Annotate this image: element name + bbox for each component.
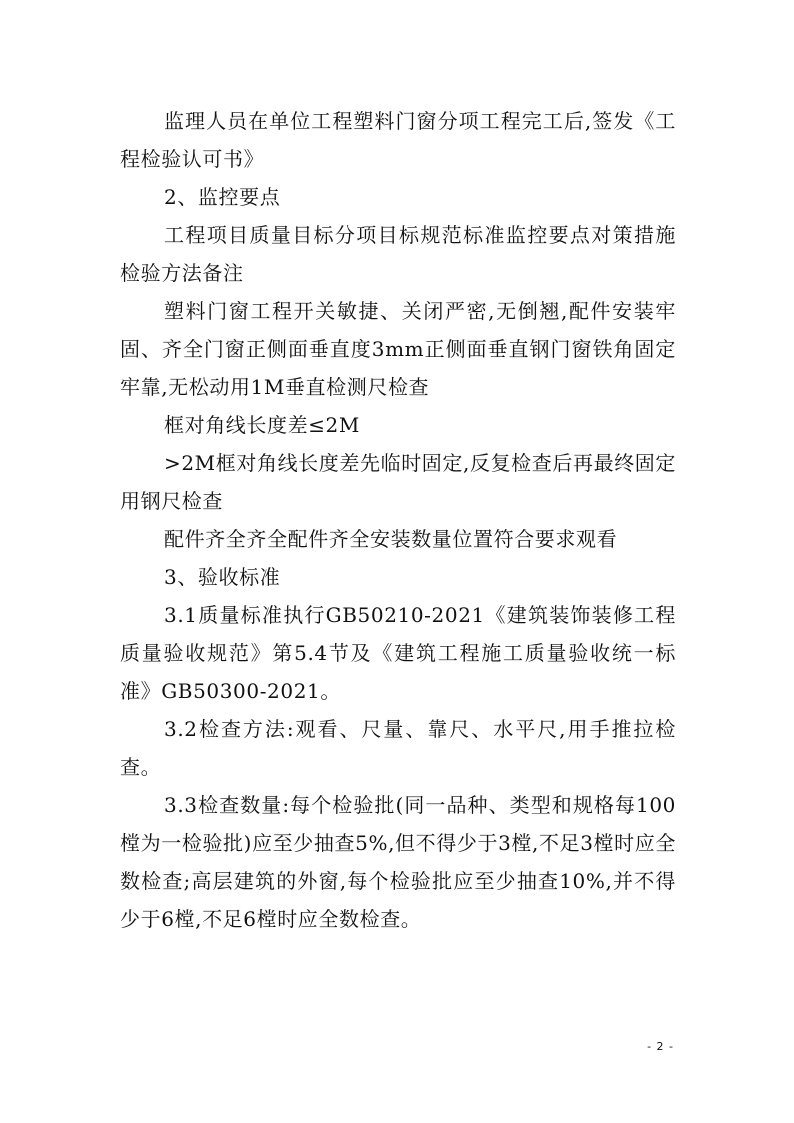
paragraph-inspection-quantity: 3.3检查数量:每个检验批(同一品种、类型和规格每100樘为一检验批)应至少抽查5%,但不得少于3樘,不足3樘时应全数检查;高层建筑的外窗,每个检验批应至少抽查10%,并不得少于6樘,不足6樘时应全数检查。: [120, 793, 676, 931]
document-body: [120, 102, 676, 938]
heading-monitoring-points: 2、监控要点: [164, 185, 281, 209]
page-number: - 2 -: [647, 1040, 674, 1053]
heading-acceptance-standard: 3、验收标准: [164, 565, 281, 589]
paragraph-plastic-window-requirements: 塑料门窗工程开关敏捷、关闭严密,无倒翘,配件安装牢固、齐全门窗正侧面垂直度3mm正侧面垂直钢门窗铁角固定牢靠,无松动用1M垂直检测尺检查: [120, 299, 676, 399]
paragraph-diagonal-difference-small: 框对角线长度差≤2M: [164, 413, 360, 437]
paragraph-monitoring-table-header: 工程项目质量目标分项目标规范标准监控要点对策措施检验方法备注: [120, 223, 676, 285]
paragraph-quality-standard: 3.1质量标准执行GB50210-2021《建筑装饰装修工程质量验收规范》第5.4节及《建筑工程施工质量验收统一标准》GB50300-2021。: [120, 603, 676, 703]
paragraph-issue-certificate: 监理人员在单位工程塑料门窗分项工程完工后,签发《工程检验认可书》: [120, 109, 676, 171]
paragraph-fittings-complete: 配件齐全齐全配件齐全安装数量位置符合要求观看: [164, 527, 618, 551]
paragraph-diagonal-difference-large: >2M框对角线长度差先临时固定,反复检查后再最终固定用钢尺检查: [120, 451, 676, 513]
paragraph-inspection-method: 3.2检查方法:观看、尺量、靠尺、水平尺,用手推拉检查。: [120, 717, 676, 779]
